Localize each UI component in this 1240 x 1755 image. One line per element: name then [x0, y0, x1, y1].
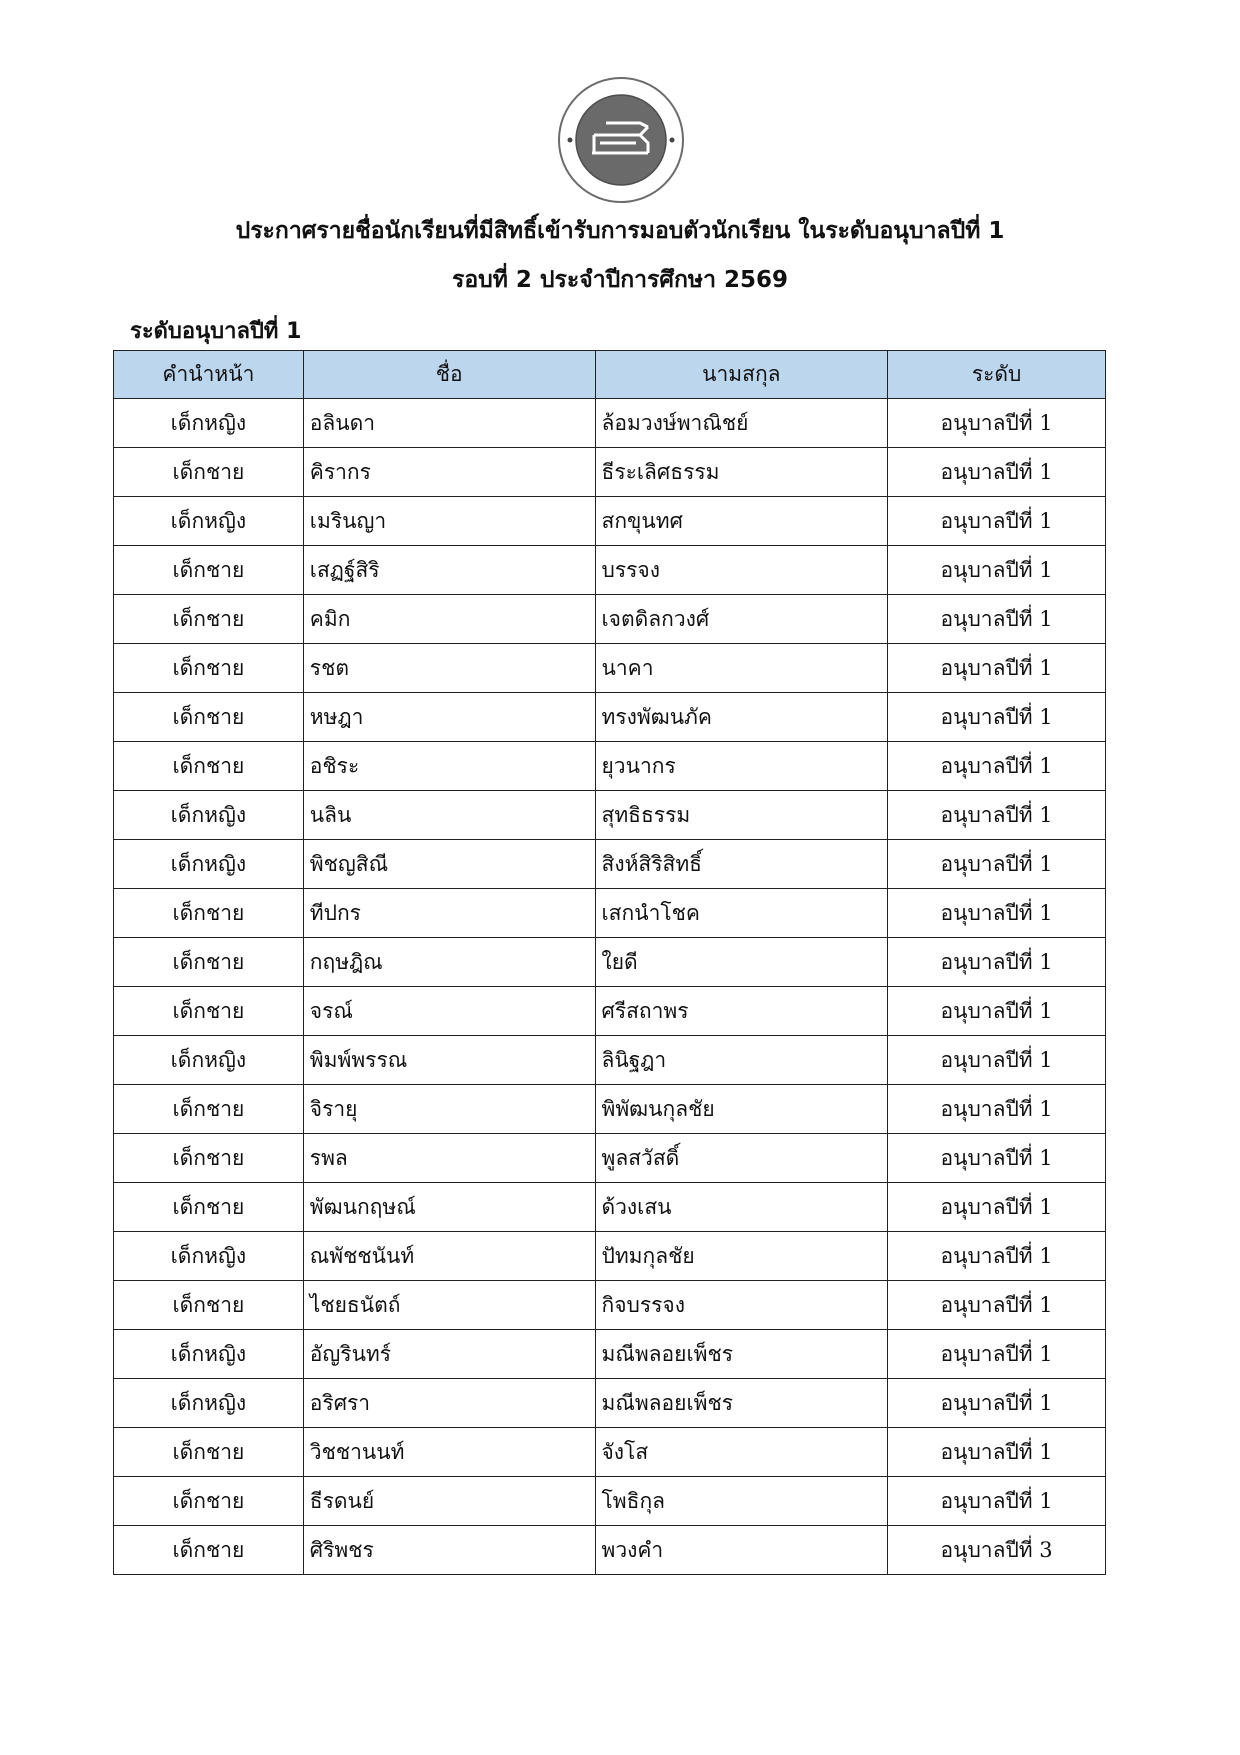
cell-first-name: กฤษฎิณ [303, 938, 595, 987]
table-row [114, 1379, 1106, 1428]
cell-first-name: จรณ์ [303, 987, 595, 1036]
table-row [114, 1330, 1106, 1379]
table-row [114, 1134, 1106, 1183]
cell-surname: บรรจง [595, 546, 888, 595]
cell-prefix: เด็กหญิง [114, 1232, 304, 1281]
table-row [114, 1085, 1106, 1134]
cell-prefix: เด็กชาย [114, 938, 304, 987]
cell-level: อนุบาลปีที่ 1 [888, 840, 1106, 889]
cell-level: อนุบาลปีที่ 1 [888, 1036, 1106, 1085]
table-header-row [114, 351, 1106, 399]
cell-level: อนุบาลปีที่ 1 [888, 1183, 1106, 1232]
cell-level: อนุบาลปีที่ 1 [888, 693, 1106, 742]
cell-prefix: เด็กชาย [114, 1281, 304, 1330]
table-row [114, 791, 1106, 840]
cell-level: อนุบาลปีที่ 3 [888, 1526, 1106, 1575]
cell-prefix: เด็กชาย [114, 644, 304, 693]
cell-prefix: เด็กหญิง [114, 840, 304, 889]
cell-level: อนุบาลปีที่ 1 [888, 742, 1106, 791]
cell-surname: ลินิฐฎา [595, 1036, 888, 1085]
table-row [114, 938, 1106, 987]
cell-prefix: เด็กชาย [114, 1526, 304, 1575]
cell-surname: กิจบรรจง [595, 1281, 888, 1330]
cell-surname: ทรงพัฒนภัค [595, 693, 888, 742]
cell-surname: ใยดี [595, 938, 888, 987]
cell-first-name: อริศรา [303, 1379, 595, 1428]
table-row [114, 987, 1106, 1036]
cell-level: อนุบาลปีที่ 1 [888, 1134, 1106, 1183]
cell-surname: ล้อมวงษ์พาณิชย์ [595, 399, 888, 448]
cell-surname: ด้วงเสน [595, 1183, 888, 1232]
cell-level: อนุบาลปีที่ 1 [888, 1085, 1106, 1134]
section-label: ระดับอนุบาลปีที่ 1 [130, 319, 302, 344]
table-row [114, 889, 1106, 938]
cell-first-name: คิรากร [303, 448, 595, 497]
cell-level: อนุบาลปีที่ 1 [888, 1428, 1106, 1477]
cell-prefix: เด็กชาย [114, 742, 304, 791]
table-row [114, 1477, 1106, 1526]
cell-surname: สกขุนทศ [595, 497, 888, 546]
cell-prefix: เด็กหญิง [114, 497, 304, 546]
table-row [114, 1281, 1106, 1330]
cell-prefix: เด็กชาย [114, 1085, 304, 1134]
cell-first-name: ณพัชชนันท์ [303, 1232, 595, 1281]
cell-level: อนุบาลปีที่ 1 [888, 1281, 1106, 1330]
cell-surname: โพธิกุล [595, 1477, 888, 1526]
table-row [114, 1526, 1106, 1575]
cell-prefix: เด็กหญิง [114, 1036, 304, 1085]
table-row [114, 693, 1106, 742]
table-row [114, 1428, 1106, 1477]
cell-surname: เจตดิลกวงศ์ [595, 595, 888, 644]
cell-first-name: ทีปกร [303, 889, 595, 938]
cell-level: อนุบาลปีที่ 1 [888, 497, 1106, 546]
cell-surname: มณีพลอยเพ็ชร [595, 1330, 888, 1379]
cell-prefix: เด็กชาย [114, 546, 304, 595]
cell-prefix: เด็กชาย [114, 1428, 304, 1477]
cell-level: อนุบาลปีที่ 1 [888, 987, 1106, 1036]
cell-first-name: จิรายุ [303, 1085, 595, 1134]
table-row [114, 399, 1106, 448]
cell-level: อนุบาลปีที่ 1 [888, 546, 1106, 595]
cell-surname: เสกนำโชค [595, 889, 888, 938]
table-row [114, 644, 1106, 693]
student-roster-table [113, 350, 1106, 1575]
cell-first-name: อชิระ [303, 742, 595, 791]
cell-first-name: วิชชานนท์ [303, 1428, 595, 1477]
cell-first-name: เมรินญา [303, 497, 595, 546]
table-row [114, 595, 1106, 644]
cell-surname: ยุวนากร [595, 742, 888, 791]
cell-surname: สิงห์สิริสิทธิ์ [595, 840, 888, 889]
table-row [114, 840, 1106, 889]
cell-prefix: เด็กชาย [114, 693, 304, 742]
cell-surname: นาคา [595, 644, 888, 693]
cell-surname: พวงคำ [595, 1526, 888, 1575]
cell-prefix: เด็กชาย [114, 889, 304, 938]
cell-first-name: ศิริพชร [303, 1526, 595, 1575]
cell-surname: ศรีสถาพร [595, 987, 888, 1036]
table-row [114, 1036, 1106, 1085]
cell-prefix: เด็กชาย [114, 448, 304, 497]
cell-prefix: เด็กชาย [114, 1477, 304, 1526]
cell-first-name: พิชญสิณี [303, 840, 595, 889]
cell-level: อนุบาลปีที่ 1 [888, 938, 1106, 987]
cell-surname: ธีระเลิศธรรม [595, 448, 888, 497]
column-header-prefix: คำนำหน้า [114, 351, 304, 399]
column-header-level: ระดับ [888, 351, 1106, 399]
cell-first-name: ไชยธนัตถ์ [303, 1281, 595, 1330]
cell-surname: มณีพลอยเพ็ชร [595, 1379, 888, 1428]
table-row [114, 1232, 1106, 1281]
cell-surname: พิพัฒนกุลชัย [595, 1085, 888, 1134]
table-row [114, 448, 1106, 497]
cell-first-name: เสฏฐ์สิริ [303, 546, 595, 595]
cell-first-name: นลิน [303, 791, 595, 840]
cell-prefix: เด็กหญิง [114, 791, 304, 840]
cell-level: อนุบาลปีที่ 1 [888, 448, 1106, 497]
cell-first-name: รพล [303, 1134, 595, 1183]
announcement-title: ประกาศรายชื่อนักเรียนที่มีสิทธิ์เข้ารับการมอบตัวนักเรียน ในระดับอนุบาลปีที่ 1 [235, 218, 1005, 244]
cell-level: อนุบาลปีที่ 1 [888, 1477, 1106, 1526]
cell-prefix: เด็กหญิง [114, 399, 304, 448]
table-row [114, 1183, 1106, 1232]
cell-first-name: ธีรดนย์ [303, 1477, 595, 1526]
column-header-surname: นามสกุล [595, 351, 888, 399]
cell-prefix: เด็กหญิง [114, 1379, 304, 1428]
table-row [114, 497, 1106, 546]
announcement-subtitle: รอบที่ 2 ประจำปีการศึกษา 2569 [451, 267, 789, 293]
school-seal-logo [556, 75, 686, 205]
cell-prefix: เด็กชาย [114, 595, 304, 644]
table-body [114, 399, 1106, 1575]
cell-surname: สุทธิธรรม [595, 791, 888, 840]
cell-level: อนุบาลปีที่ 1 [888, 791, 1106, 840]
cell-level: อนุบาลปีที่ 1 [888, 595, 1106, 644]
cell-prefix: เด็กชาย [114, 1134, 304, 1183]
cell-first-name: หษฎา [303, 693, 595, 742]
cell-level: อนุบาลปีที่ 1 [888, 1379, 1106, 1428]
cell-first-name: อลินดา [303, 399, 595, 448]
cell-surname: พูลสวัสดิ์ [595, 1134, 888, 1183]
cell-level: อนุบาลปีที่ 1 [888, 399, 1106, 448]
cell-first-name: อัญรินทร์ [303, 1330, 595, 1379]
cell-level: อนุบาลปีที่ 1 [888, 1232, 1106, 1281]
column-header-name: ชื่อ [303, 351, 595, 399]
cell-first-name: คมิก [303, 595, 595, 644]
cell-prefix: เด็กชาย [114, 987, 304, 1036]
cell-level: อนุบาลปีที่ 1 [888, 644, 1106, 693]
cell-level: อนุบาลปีที่ 1 [888, 889, 1106, 938]
cell-first-name: พิมพ์พรรณ [303, 1036, 595, 1085]
table-row [114, 742, 1106, 791]
cell-surname: จังโส [595, 1428, 888, 1477]
cell-first-name: รชต [303, 644, 595, 693]
cell-prefix: เด็กชาย [114, 1183, 304, 1232]
cell-surname: ปัทมกุลชัย [595, 1232, 888, 1281]
table-row [114, 546, 1106, 595]
cell-first-name: พัฒนกฤษณ์ [303, 1183, 595, 1232]
cell-prefix: เด็กหญิง [114, 1330, 304, 1379]
cell-level: อนุบาลปีที่ 1 [888, 1330, 1106, 1379]
